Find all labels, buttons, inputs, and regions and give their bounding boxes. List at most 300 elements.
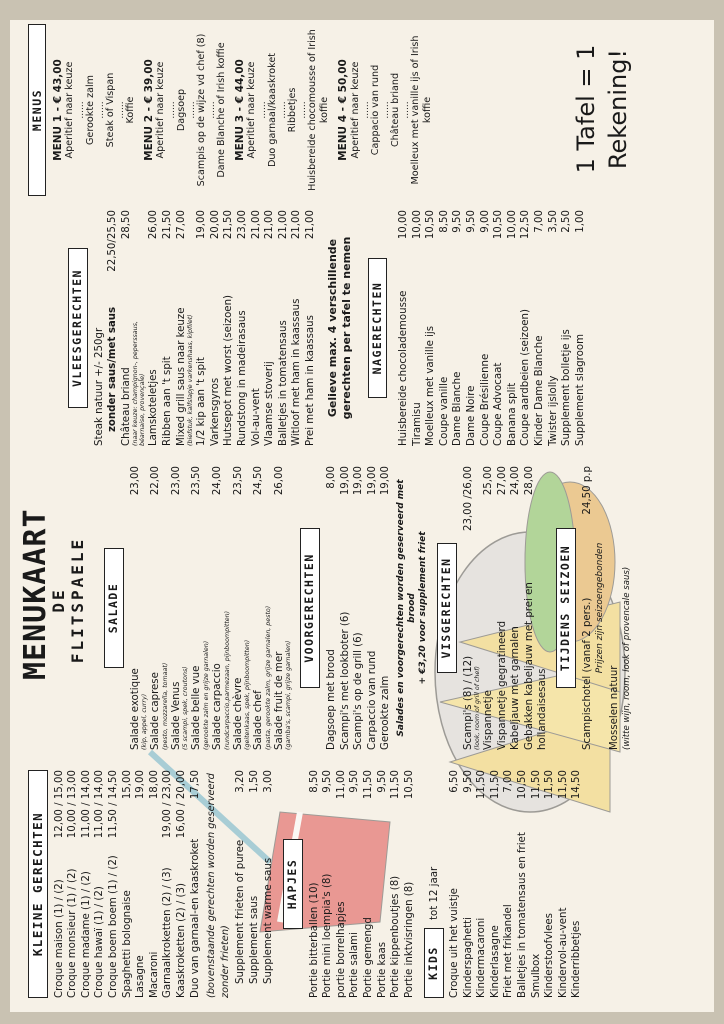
list-item xyxy=(290,210,304,446)
list-item xyxy=(134,770,148,998)
list-item xyxy=(304,210,318,446)
item-price: 7,00 xyxy=(503,770,515,793)
list-item xyxy=(106,210,120,446)
list-item xyxy=(574,210,588,446)
list-item xyxy=(451,210,465,446)
list-item xyxy=(149,466,163,750)
column-2 xyxy=(100,466,635,750)
item-name: Kindermacaroni xyxy=(476,917,488,998)
list-item xyxy=(403,770,417,998)
list-item xyxy=(516,770,530,998)
menu-divider: ...... xyxy=(298,101,309,119)
list-item xyxy=(263,210,277,446)
menu1-line: Aperitief naar keuze xyxy=(64,61,76,159)
item-description: (biefstuk, kalfslapje varkenshaas, kipfilet) xyxy=(187,314,195,446)
item-name: Scampischotel (vanaf 2 pers.) xyxy=(581,597,593,750)
item-name: Friet met frikandel xyxy=(503,904,515,998)
item-price: 9,50 xyxy=(452,210,464,233)
seizoen-note: Prijzen zijn seizoengebonden xyxy=(595,542,606,674)
item-price: 21,50 xyxy=(223,210,235,240)
list-item xyxy=(107,770,121,998)
item-name: Salade exotique xyxy=(129,668,141,750)
item-price: 19,00 xyxy=(196,210,208,240)
voor-heading: VOORGERECHTEN xyxy=(300,528,320,688)
list-item xyxy=(482,466,496,750)
list-item xyxy=(234,770,248,998)
item-price: 16,00 / 20,00 xyxy=(175,770,187,839)
list-item xyxy=(175,770,189,998)
item-name: Coupe aardbeien (seizoen) xyxy=(520,309,532,446)
item-price: 11,50 xyxy=(530,770,542,800)
item-price: 19,00 xyxy=(353,466,365,496)
item-price: 1,50 xyxy=(248,770,260,793)
item-price: 20,00 xyxy=(209,210,221,240)
list-item xyxy=(222,210,236,446)
item-price: 27,00 xyxy=(496,466,508,496)
slogan-line-1: 1 Tafel = 1 xyxy=(572,44,600,174)
item-name: Portie salami xyxy=(349,932,361,998)
item-price: 23,00 xyxy=(129,466,141,496)
list-item xyxy=(147,210,161,446)
seizoen-heading: TIJDENS SEIZOEN xyxy=(556,528,576,688)
item-price: 23,00 /26,00 xyxy=(462,466,474,532)
kids-age: tot 12 jaar xyxy=(429,866,441,920)
item-description: (rundcarpaccio,parmezaan, pijnboompitten) xyxy=(223,610,231,750)
menu-divider: ...... xyxy=(381,101,392,119)
list-item xyxy=(492,210,506,446)
vlees-heading: VLEESGERECHTEN xyxy=(68,248,88,408)
item-price: 11,50 xyxy=(489,770,501,800)
item-price: 11,00 / 14,00 xyxy=(94,770,106,839)
item-price: 17,50 xyxy=(189,770,201,800)
item-price: 22,50/25,50 xyxy=(107,210,119,272)
item-price: 11,50 xyxy=(363,770,375,800)
item-name: Supplement saus xyxy=(248,895,260,984)
item-name: Scampi's (8) / (12) xyxy=(462,655,474,750)
item-price: 11,50 xyxy=(544,770,556,800)
steak-sauce-option: zonder saus/met saus xyxy=(107,306,119,432)
item-name: Portie mini loempia's (8) xyxy=(322,873,334,998)
list-item xyxy=(509,466,523,750)
item-name: Scampi's op de grill (6) xyxy=(353,632,365,750)
list-item xyxy=(321,770,335,998)
item-name: Varkensgyros xyxy=(209,377,221,446)
menu-divider: ...... xyxy=(360,101,371,119)
menu1-line: Koffie xyxy=(125,96,137,124)
menu-sheet xyxy=(10,20,714,1012)
item-name: Mixed grill saus naar keuze xyxy=(175,307,187,446)
salade-heading: SALADE xyxy=(104,548,124,668)
list-item xyxy=(129,466,143,750)
item-price: 10,50 xyxy=(493,210,505,240)
list-item xyxy=(389,770,403,998)
item-name: Twister ijslolly xyxy=(547,375,559,446)
item-description: (pasta, gerookte zalm, grijze garnalen, pesto) xyxy=(264,605,272,750)
item-price: 23,50 xyxy=(191,466,203,496)
item-price: 26,00 xyxy=(148,210,160,240)
item-price: 24,00 xyxy=(211,466,223,496)
item-name: Salade Venus xyxy=(170,681,182,750)
item-price: 1,00 xyxy=(574,210,586,233)
item-name: Croque uit het vuistje xyxy=(449,888,461,998)
menu1-line: Steak of Vispan xyxy=(104,72,116,148)
list-item xyxy=(448,770,462,998)
list-item xyxy=(543,770,557,998)
menu3-line: Huisbereide chocomousse of Irish koffie xyxy=(307,29,331,191)
item-price: 11,50 / 14,50 xyxy=(107,770,119,839)
item-name: Hutsepot met worst (seizoen) xyxy=(223,295,235,446)
menu3-title: MENU 3 - € 44,00 xyxy=(234,59,247,161)
item-name: Smulbox xyxy=(530,953,542,998)
list-item xyxy=(325,466,339,750)
item-name: Balletjes in tomatensaus xyxy=(277,320,289,446)
item-name: Kinder Dame Blanche xyxy=(534,335,546,446)
item-name: Supplement slagroom xyxy=(574,333,586,446)
item-name: Portie gemengd xyxy=(363,917,375,998)
list-item xyxy=(236,210,250,446)
item-name: Portie bitterballen (10) xyxy=(308,882,320,998)
item-name: Supplement bolletje ijs xyxy=(561,329,573,446)
item-price: 19,00 / 23,00 xyxy=(162,770,174,839)
list-item xyxy=(519,210,533,446)
mosselen-item: Mosselen natuur xyxy=(608,665,620,750)
item-name: Coupe Advocaat xyxy=(493,362,505,446)
list-item xyxy=(80,770,94,998)
item-price: 24,50 xyxy=(253,466,265,496)
list-item xyxy=(475,770,489,998)
steak-line: Steak natuur +/- 250gr xyxy=(93,327,105,446)
list-item xyxy=(209,210,223,446)
item-name: Portie inktvisringen (8) xyxy=(403,881,415,998)
item-name: Prei met ham in kaassaus xyxy=(304,315,316,446)
list-item xyxy=(195,210,209,446)
list-item xyxy=(248,770,262,998)
item-name: Croque hawaï (1) / (2) xyxy=(94,886,106,998)
item-name: Dame Blanche xyxy=(452,371,464,446)
item-name: Portie kippenboutjes (8) xyxy=(390,875,402,998)
item-price: 7,00 xyxy=(534,210,546,233)
list-item xyxy=(462,466,476,750)
item-name: Vispannetje xyxy=(483,690,495,750)
item-price: 3,00 xyxy=(262,770,274,793)
item-price: 19,00 xyxy=(135,770,147,800)
item-price: 2,50 xyxy=(561,210,573,233)
item-name: Supplement frieten of puree xyxy=(235,839,247,984)
menu-divider: ...... xyxy=(257,101,268,119)
list-item xyxy=(161,770,175,998)
item-price: 9,50 xyxy=(349,770,361,793)
voor-note: Salades en voorgerechten worden geserveerd met brood xyxy=(395,479,417,737)
item-name: Macaroni xyxy=(148,951,160,998)
list-item xyxy=(53,770,67,998)
kleine-note: (bovenstaande gerechten worden geserveerd zonder frieten) xyxy=(206,773,231,998)
item-name: Vlaamse stoverij xyxy=(264,361,276,446)
voor-note-supplement: + €3,20 voor supplement friet xyxy=(417,531,428,685)
item-price: 21,00 xyxy=(277,210,289,240)
list-item xyxy=(489,770,503,998)
item-price: 11,50 xyxy=(390,770,402,800)
item-name: Kinderribbetjes xyxy=(571,920,583,998)
column-1 xyxy=(24,770,584,998)
menu4-title: MENU 4 - € 50,00 xyxy=(337,59,350,161)
item-name: Scampi's met lookboter (6) xyxy=(339,611,351,750)
item-name: Balletjes in tomatensaus en friet xyxy=(517,832,528,998)
menu-divider: ...... xyxy=(207,101,218,119)
item-name: Kinderlasagne xyxy=(489,925,501,998)
list-item xyxy=(308,770,322,998)
item-name: Kabeljauw met garnalen xyxy=(510,626,522,750)
item-price: 21,00 xyxy=(291,210,303,240)
list-item xyxy=(93,770,107,998)
list-item xyxy=(120,210,134,446)
slogan-line-2: Rekening! xyxy=(604,48,632,170)
item-price: 26,00 xyxy=(273,466,285,496)
item-price: 21,00 xyxy=(264,210,276,240)
list-item xyxy=(348,770,362,998)
item-name: Salade chèvre xyxy=(232,677,244,750)
item-price: 15,00 xyxy=(121,770,133,800)
item-name: Lasagne xyxy=(135,955,147,998)
item-name: Kaaskroketten (2) / (3) xyxy=(175,883,187,998)
item-name: Carpaccio van rund xyxy=(366,650,378,750)
menu-title: MENUKAART xyxy=(18,508,53,680)
menu-divider: ...... xyxy=(186,101,197,119)
item-price: 19,00 xyxy=(339,466,351,496)
item-name: Dame Noire xyxy=(466,385,478,446)
menu-divider: ...... xyxy=(166,101,177,119)
item-name: Rundstong in madeirasaus xyxy=(236,310,248,446)
list-item xyxy=(547,210,561,446)
item-price: 22,00 xyxy=(150,466,162,496)
list-item xyxy=(335,770,349,998)
list-item xyxy=(560,210,574,446)
menu3-line: Ribbetjes xyxy=(286,87,298,133)
item-name: Kindervol-au-vent xyxy=(557,907,569,998)
item-price: 9,50 xyxy=(462,770,474,793)
menu2-title: MENU 2 - € 39,00 xyxy=(143,59,156,161)
item-name: Ribben aan 't spit xyxy=(161,356,173,446)
item-price: 21,00 xyxy=(304,210,316,240)
hapjes-heading: HAPJES xyxy=(283,839,303,929)
item-name: Moelleux met vanille ijs xyxy=(425,325,437,446)
menu-divider: ...... xyxy=(116,101,127,119)
item-price: 3,20 xyxy=(235,770,247,793)
item-description: (kip, appel, curry) xyxy=(141,693,149,750)
item-price: 11,50 xyxy=(476,770,488,800)
item-price: 11,00 / 14,00 xyxy=(80,770,92,839)
item-name: Croque madame (1) / (2) xyxy=(80,871,92,998)
menu-divider: ...... xyxy=(95,101,106,119)
item-price: 10,00 / 13,00 xyxy=(67,770,79,839)
list-item xyxy=(273,466,287,750)
item-name: Banana split xyxy=(506,382,518,446)
list-item xyxy=(465,210,479,446)
menu4-line: Aperitief naar keuze xyxy=(349,61,361,159)
kleine-list xyxy=(53,770,203,998)
item-name: 1/2 kip aan 't spit xyxy=(196,357,208,446)
item-price: 23,00 xyxy=(170,466,182,496)
item-name: Dagsoep met brood xyxy=(325,649,337,750)
list-item xyxy=(352,466,366,750)
item-price: 9,50 xyxy=(466,210,478,233)
vis-heading: VISGERECHTEN xyxy=(437,543,457,673)
item-price: 10,00 xyxy=(411,210,423,240)
restaurant-name: DE FLITSPAELE xyxy=(49,536,87,664)
list-item xyxy=(190,466,204,750)
list-item xyxy=(211,466,225,750)
item-price: 25,00 xyxy=(483,466,495,496)
list-item xyxy=(161,210,175,446)
item-price: 10,50 xyxy=(403,770,415,800)
item-name: Salade chef xyxy=(253,690,265,750)
list-item xyxy=(366,466,380,750)
item-name: Tiramisu xyxy=(411,402,423,446)
item-name: Salade belle vue xyxy=(191,665,203,750)
item-name: Vol-au-vent xyxy=(250,388,262,446)
list-item xyxy=(462,770,476,998)
item-name: Kinderspaghetti xyxy=(462,917,474,998)
item-name: Kinderstoofvlees xyxy=(544,913,556,998)
item-description: (naar keuze: champignon-, peperssaus, béarnaise, provençale) xyxy=(132,321,147,446)
menu2-line: Dagsoep xyxy=(175,88,187,132)
item-description: (geitenkaas, spek, pijnboompitten) xyxy=(244,639,252,750)
item-name: Duo van garnaal-en kaaskroket xyxy=(189,838,201,998)
item-name: Croque boem boem (1) / (2) xyxy=(107,855,119,998)
item-name: Gebakken kabeljauw met prei en hollandaisesaus xyxy=(523,582,549,750)
item-name: Château briand xyxy=(120,367,132,446)
menu3-line: Aperitief naar keuze xyxy=(246,61,258,159)
list-item xyxy=(533,210,547,446)
item-name: Lamskoteletjes xyxy=(148,369,160,446)
item-price: 8,50 xyxy=(438,210,450,233)
list-item xyxy=(252,466,266,750)
kids-heading: KIDS xyxy=(424,928,444,998)
menus-heading: MENUS xyxy=(28,24,46,196)
list-item xyxy=(557,770,571,998)
item-price: 12,50 xyxy=(520,210,532,240)
vlees-notice: Gelieve max. 4 verschillende xyxy=(325,238,339,418)
item-price: 8,50 xyxy=(308,770,320,793)
item-price: 23,00 xyxy=(236,210,248,240)
item-price: 9,50 xyxy=(322,770,334,793)
item-name: Coupe Brésilienne xyxy=(479,353,491,446)
item-price: 21,50 xyxy=(161,210,173,240)
item-price: 19,00 xyxy=(380,466,392,496)
list-item xyxy=(438,210,452,446)
item-name: Spaghetti bolognaise xyxy=(121,890,133,998)
menu-page xyxy=(10,20,714,1012)
nagerechten-heading: NAGERECHTEN xyxy=(368,258,388,398)
item-price: 28,50 xyxy=(120,210,132,240)
list-item xyxy=(424,210,438,446)
item-name: portie borrelhapjes xyxy=(335,901,347,998)
item-price: 9,00 xyxy=(479,210,491,233)
title-block xyxy=(18,508,87,680)
item-price: 21,00 xyxy=(250,210,262,240)
item-name: Coupe vanille xyxy=(438,376,450,446)
item-price: 11,50 xyxy=(557,770,569,800)
slogan xyxy=(570,24,634,194)
list-item xyxy=(496,466,510,750)
menu4-line: Moelleux met vanille ijs of Irish koffie xyxy=(410,35,434,185)
vlees-notice-2: gerechten per tafel te nemen xyxy=(339,236,353,420)
item-description: (gamba's, scampi, grijze garnalen) xyxy=(285,640,293,750)
list-item xyxy=(379,466,393,750)
item-name: Garnaalkroketten (2) / (3) xyxy=(162,867,174,998)
item-price: 10,00 xyxy=(398,210,410,240)
column-3 xyxy=(64,210,587,446)
item-name: Croque maison (1) / (2) xyxy=(53,879,65,998)
item-price: 18,00 xyxy=(148,770,160,800)
list-item xyxy=(189,770,203,998)
item-price: 23,50 xyxy=(232,466,244,496)
item-name: Supplement warme saus xyxy=(262,857,274,984)
item-price: 10,50 xyxy=(425,210,437,240)
item-price: 19,00 xyxy=(366,466,378,496)
item-name: Vispannetje gegratineerd xyxy=(496,620,508,750)
list-item xyxy=(121,770,135,998)
item-name: Croque monsieur (1) / (2) xyxy=(67,868,79,998)
column-4 xyxy=(24,24,435,196)
item-price: 12,00 / 15,00 xyxy=(53,770,65,839)
item-name: Portie kaas xyxy=(376,941,388,998)
list-item xyxy=(66,770,80,998)
item-description: (pesto, mozzarella, tomaat) xyxy=(161,662,169,750)
item-price: 24,00 xyxy=(510,466,522,496)
item-price: 6,50 xyxy=(449,770,461,793)
list-item xyxy=(277,210,291,446)
item-price: 10,00 xyxy=(506,210,518,240)
list-item xyxy=(397,210,411,446)
menu-divider: ...... xyxy=(75,101,86,119)
item-price: 11,00 xyxy=(335,770,347,800)
item-price: 14,50 xyxy=(571,770,583,800)
list-item xyxy=(570,770,584,998)
list-item xyxy=(502,770,516,998)
menu3-line: Duo garnaal/kaaskroket xyxy=(266,52,278,168)
kleine-heading: KLEINE GERECHTEN xyxy=(28,770,48,998)
item-description: (5 scampi, spek, croutons) xyxy=(182,666,190,750)
list-item xyxy=(530,770,544,998)
item-price: 8,00 xyxy=(325,466,337,489)
list-item xyxy=(479,210,493,446)
menu-divider: ...... xyxy=(277,101,288,119)
item-price: 10,50 xyxy=(517,770,528,800)
list-item xyxy=(148,770,162,998)
kids-heading-row xyxy=(424,770,444,998)
menu2-line: Aperitief naar keuze xyxy=(155,61,167,159)
mosselen-description: (witte wijn, room, look of provencale saus) xyxy=(622,566,633,750)
list-item xyxy=(376,770,390,998)
item-description: (gerookte zalm en grijze garnalen) xyxy=(202,640,210,750)
menu2-line: Scampis op de wijze vd chef (8) xyxy=(195,33,207,187)
list-item xyxy=(339,466,353,750)
menu2-line: Dame Blanche of Irish koffie xyxy=(216,42,228,178)
item-name: Salade fruit de mer xyxy=(273,651,285,750)
list-item xyxy=(362,770,376,998)
menu-divider: ...... xyxy=(401,101,412,119)
list-item xyxy=(250,210,264,446)
menu1-title: MENU 1 - € 43,00 xyxy=(52,59,65,161)
item-price: 9,50 xyxy=(376,770,388,793)
item-name: Salade carpaccio xyxy=(211,663,223,750)
list-item xyxy=(506,210,520,446)
menu4-line: Cappacio van rund xyxy=(369,64,381,156)
menu4-line: Château briand xyxy=(390,72,402,148)
item-price: 24,50 p.p xyxy=(581,466,593,515)
item-name: Gerookte zalm xyxy=(380,675,392,750)
menu1-line: Gerookte zalm xyxy=(84,75,96,146)
